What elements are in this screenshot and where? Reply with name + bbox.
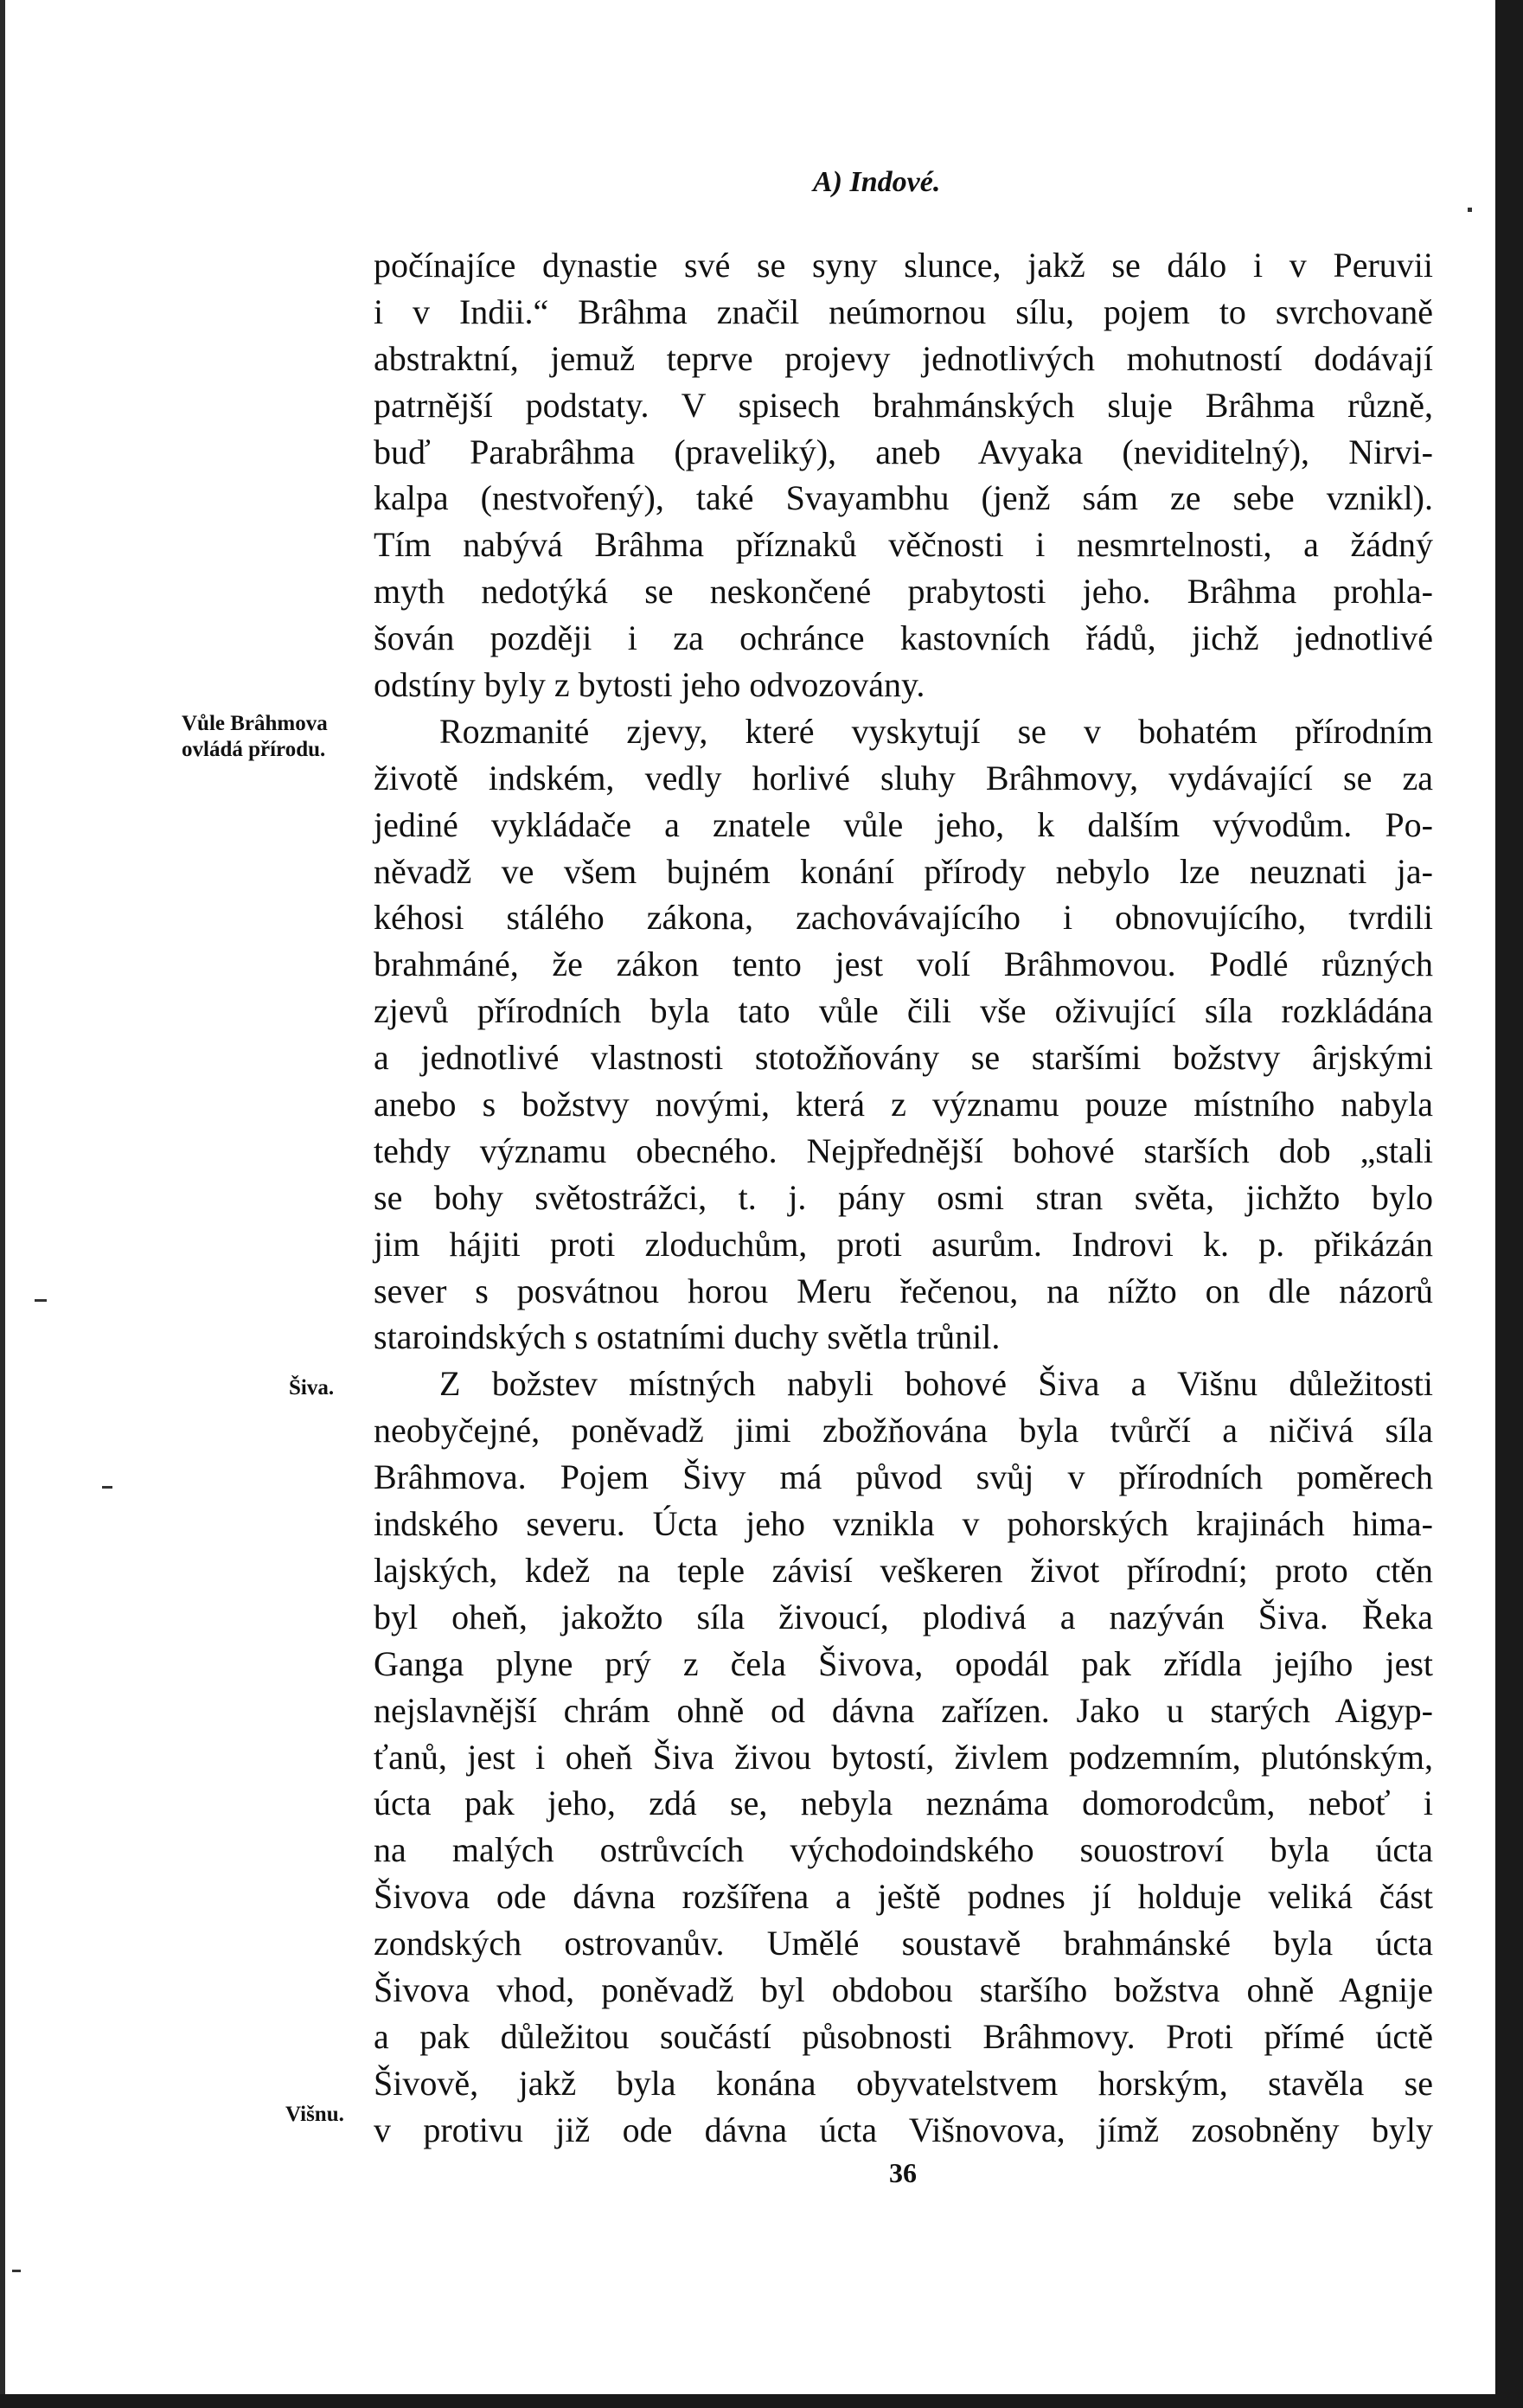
text-line: brahmáné, že zákon tento jest volí Brâhmovou. Podlé různých bbox=[374, 945, 1433, 984]
text-line: buď Parabrâhma (praveliký), aneb Avyaka (neviditelný), Nirvi- bbox=[374, 432, 1433, 471]
text-line: tehdy významu obecného. Nejpřednější bohové starších dob „stali bbox=[374, 1130, 1433, 1170]
text-line: počínajíce dynastie své se syny slunce, jakž se dálo i v Peruvii bbox=[374, 246, 1433, 285]
text-line: Šivova vhod, poněvadž byl obdobou staršího božstva ohně Agnije bbox=[374, 1969, 1433, 2009]
text-line: se bohy světostrážci, t. j. pány osmi stran světa, jichžto bylo bbox=[374, 1177, 1433, 1217]
text-line: myth nedotýká se neskončené prabytosti jeho. Brâhma prohla- bbox=[374, 572, 1433, 612]
running-header: A) Indové. bbox=[813, 166, 941, 198]
text-line: Brâhmova. Pojem Šivy má původ svůj v přírodních poměrech bbox=[374, 1457, 1433, 1497]
scan-edge-left bbox=[0, 0, 5, 2408]
text-line: lajských, kdež na teple závisí veškeren život přírodní; proto ctěn bbox=[374, 1550, 1433, 1590]
margin-note-visnu: Višnu. bbox=[285, 2103, 344, 2126]
text-line: byl oheň, jakožto síla živoucí, plodivá a nazýván Šiva. Řeka bbox=[374, 1597, 1433, 1636]
text-line: něvadž ve všem bujném konání přírody nebylo lze neuznati ja- bbox=[374, 851, 1433, 891]
text-line: zjevů přírodních byla tato vůle čili vše oživující síla rozkládána bbox=[374, 991, 1433, 1031]
text-line: úcta pak jeho, zdá se, nebyla neznáma domorodcům, neboť i bbox=[374, 1784, 1433, 1823]
text-line: Z božstev místných nabyli bohové Šiva a Višnu důležitosti bbox=[439, 1364, 1433, 1404]
text-line: i v Indii.“ Brâhma značil neúmornou sílu, pojem to svrchovaně bbox=[374, 291, 1433, 331]
text-line: kéhosi stálého zákona, zachovávajícího i obnovujícího, tvrdili bbox=[374, 898, 1433, 938]
scan-speck bbox=[35, 1299, 47, 1302]
margin-note-brahma bbox=[182, 711, 328, 763]
text-line: Šivova ode dávna rozšířena a ještě podnes jí holduje veliká část bbox=[374, 1877, 1433, 1917]
margin-note-siva: Šiva. bbox=[289, 1376, 335, 1399]
text-line: a jednotlivé vlastnosti stotožňovány se staršími božstvy ârjskými bbox=[374, 1038, 1433, 1078]
text-line: Šivově, jakž byla konána obyvatelstvem horským, stavěla se bbox=[374, 2063, 1433, 2103]
scan-speck bbox=[12, 2270, 21, 2272]
text-line: staroindských s ostatními duchy světla trůnil. bbox=[374, 1317, 1001, 1357]
text-line: Rozmanité zjevy, které vyskytují se v bohatém přírodním bbox=[439, 711, 1433, 751]
scan-edge-right bbox=[1495, 0, 1523, 2408]
text-line: ťanů, jest i oheň Šiva živou bytostí, živlem podzemním, plutónským, bbox=[374, 1737, 1433, 1777]
text-line: abstraktní, jemuž teprve projevy jednotlivých mohutností dodávají bbox=[374, 338, 1433, 378]
text-line: anebo s božstvy novými, která z významu pouze místního nabyla bbox=[374, 1085, 1433, 1124]
text-line: patrnější podstaty. V spisech brahmánských sluje Brâhma různě, bbox=[374, 385, 1433, 425]
margin-note-brahma-line1: Vůle Brâhmova bbox=[182, 712, 328, 735]
text-line: kalpa (nestvořený), také Svayambhu (jenž sám ze sebe vznikl). bbox=[374, 478, 1433, 518]
text-line: indského severu. Úcta jeho vznikla v pohorských krajinách hima- bbox=[374, 1504, 1433, 1544]
text-line: neobyčejné, poněvadž jimi zbožňována byla tvůrčí a ničivá síla bbox=[374, 1411, 1433, 1451]
text-line: zondských ostrovanův. Umělé soustavě brahmánské byla úcta bbox=[374, 1924, 1433, 1963]
text-line: sever s posvátnou horou Meru řečenou, na nížto on dle názorů bbox=[374, 1271, 1433, 1310]
text-line: a pak důležitou součástí působnosti Brâhmovy. Proti přímé úctě bbox=[374, 2016, 1433, 2056]
text-line: životě indském, vedly horlivé sluhy Brâhmovy, vydávající se za bbox=[374, 758, 1433, 797]
text-line: šován později i za ochránce kastovních řádů, jichž jednotlivé bbox=[374, 618, 1433, 658]
text-line: nejslavnější chrám ohně od dávna zařízen. Jako u starých Aigyp- bbox=[374, 1690, 1433, 1730]
scan-speck bbox=[1468, 208, 1472, 212]
body-text bbox=[374, 242, 1433, 2154]
text-line: na malých ostrůvcích východoindského souostroví byla úcta bbox=[374, 1830, 1433, 1870]
text-line: odstíny byly z bytosti jeho odvozovány. bbox=[374, 665, 925, 705]
text-line: Tím nabývá Brâhma příznaků věčnosti i nesmrtelnosti, a žádný bbox=[374, 525, 1433, 565]
text-line: jim hájiti proti zloduchům, proti asurům. Indrovi k. p. přikázán bbox=[374, 1224, 1433, 1264]
scan-edge-bottom bbox=[0, 2394, 1523, 2408]
page-number: 36 bbox=[889, 2157, 917, 2188]
scan-speck bbox=[102, 1486, 112, 1489]
text-line: jediné vykládače a znatele vůle jeho, k dalším vývodům. Po- bbox=[374, 804, 1433, 844]
text-line: v protivu již ode dávna úcta Višnovova, jímž zosobněny byly bbox=[374, 2110, 1433, 2149]
margin-note-brahma-line2: ovládá přírodu. bbox=[182, 738, 326, 761]
text-line: Ganga plyne prý z čela Šivova, opodál pak zřídla jejího jest bbox=[374, 1643, 1433, 1683]
